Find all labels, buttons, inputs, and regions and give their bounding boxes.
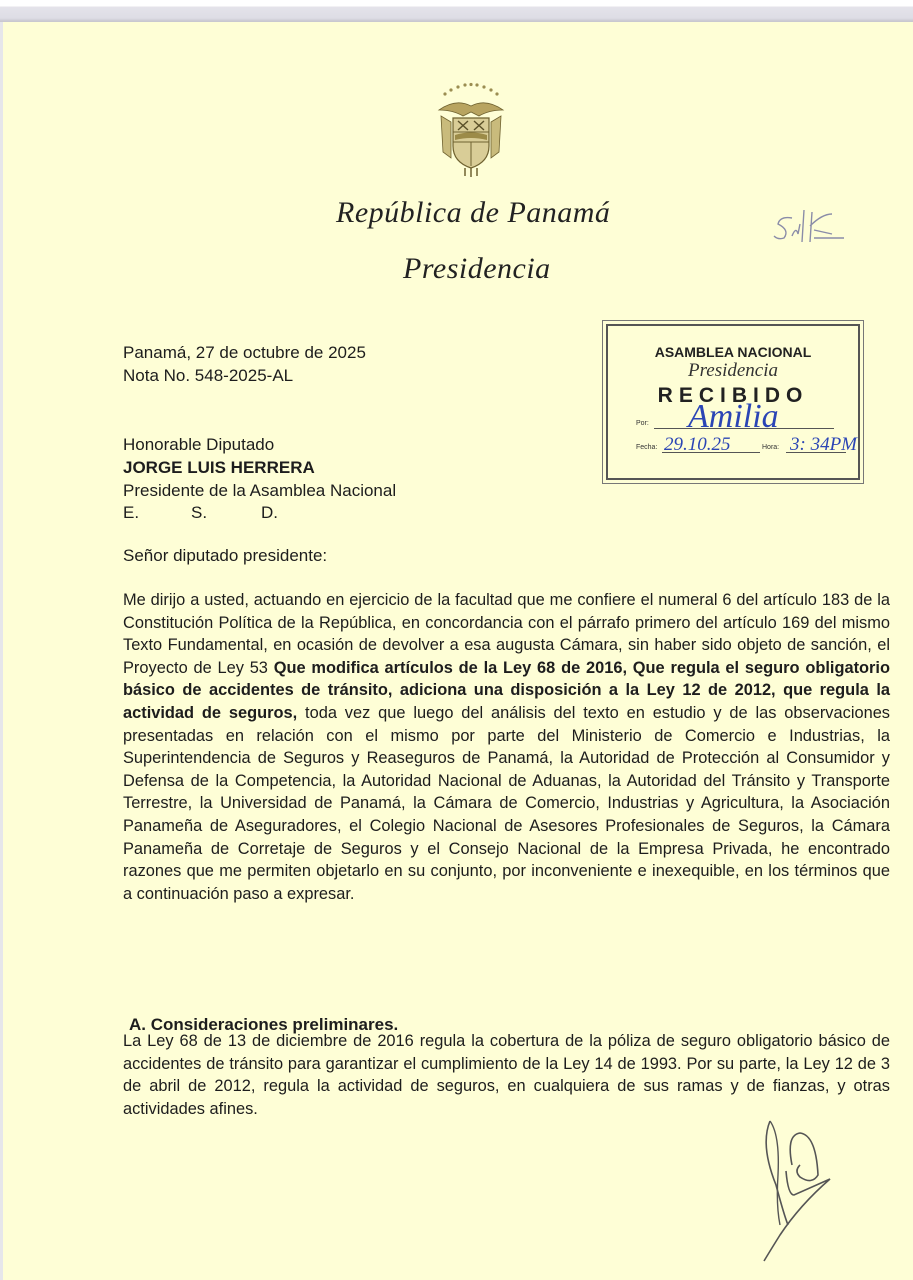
signature-icon xyxy=(750,1115,850,1265)
paragraph-1-bill-title: Que modifica artículos de la Ley 68 de 2016, Que regula el seguro obligatorio básico de accidentes de tránsito, adiciona una disposición a la Ley 12 de 2012, que regula la actividad de seguros, xyxy=(123,658,890,722)
coat-of-arms-icon xyxy=(431,80,511,180)
recipient-name: JORGE LUIS HERRERA xyxy=(123,458,315,477)
note-number: Nota No. 548-2025-AL xyxy=(123,366,294,385)
stamp-signer-handwriting: Amilia xyxy=(688,398,779,435)
esd-d: D. xyxy=(261,503,278,522)
stamp-time-handwriting: 3: 34PM xyxy=(790,434,858,455)
header-presidencia: Presidencia xyxy=(403,252,551,285)
esd-s: S. xyxy=(191,503,208,522)
esd-e: E. xyxy=(123,503,140,522)
recipient-role: Presidente de la Asamblea Nacional xyxy=(123,481,397,500)
handwritten-initials-icon xyxy=(770,200,860,250)
stamp-title: ASAMBLEA NACIONAL xyxy=(654,344,812,360)
paragraph-2: La Ley 68 de 13 de diciembre de 2016 regula la cobertura de la póliza de seguro obligatorio básico de accidentes de tránsito para garantizar el cumplimiento de la Ley 14 de 1993. Por su parte, la Ley 12 de 3 de abril de 2012, regula la actividad de seguros, en cualquiera de sus ramas y de fianzas, y otras actividades afines. xyxy=(123,1032,890,1118)
stamp-subtitle: Presidencia xyxy=(687,360,779,381)
stamp-status: RECIBIDO xyxy=(657,384,809,407)
stamp-por-label: Por: xyxy=(636,420,649,427)
received-stamp xyxy=(606,324,860,480)
place-date: Panamá, 27 de octubre de 2025 xyxy=(123,343,366,362)
section-a-heading: A. Consideraciones preliminares. xyxy=(129,1015,399,1034)
esd-line xyxy=(123,501,278,524)
recipient-title: Honorable Diputado xyxy=(123,435,275,454)
paragraph-1-rest: toda vez que luego del análisis del texto en estudio y de las observaciones presentadas en relación con el mismo por parte del Ministerio de Comercio e Industrias, la Superintendencia de Seguros y Reaseguros de Panamá, la Autoridad de Protección al Consumidor y Defensa de la Competencia, la Autoridad Nacional de Aduanas, la Autoridad del Tránsito y Transporte Terrestre, la Universidad de Panamá, la Cámara de Comercio, Industrias y Agricultura, la Asociación Panameña de Aseguradores, el Colegio Nacional de Asesores Profesionales de Seguros, la Cámara Panameña de Corretaje de Seguros y el Consejo Nacional de la Empresa Privada, he encontrado razones que me permiten objetarlo en su conjunto, por inconveniente e inexequible, en los términos que a continuación paso a expresar. xyxy=(123,703,891,903)
stamp-fecha-label: Fecha: xyxy=(636,444,658,451)
paragraph-1 xyxy=(123,589,890,905)
viewer-top-bar xyxy=(0,0,913,22)
stamp-hora-label: Hora: xyxy=(762,444,780,451)
stamp-date-handwriting: 29.10.25 xyxy=(664,434,731,455)
header-republica-de-panama: República de Panamá xyxy=(336,196,611,229)
paragraph-1-intro: Me dirijo a usted, actuando en ejercicio de la facultad que me confiere el numeral 6 del artículo 183 de la Constitución Política de la República, en concordancia con el párrafo primero del artículo 169 del mismo Texto Fundamental, en ocasión de devolver a esa augusta Cámara, sin haber sido objeto de sanción, el Proyecto de Ley 53 xyxy=(123,591,890,677)
salutation: Señor diputado presidente: xyxy=(123,546,328,565)
